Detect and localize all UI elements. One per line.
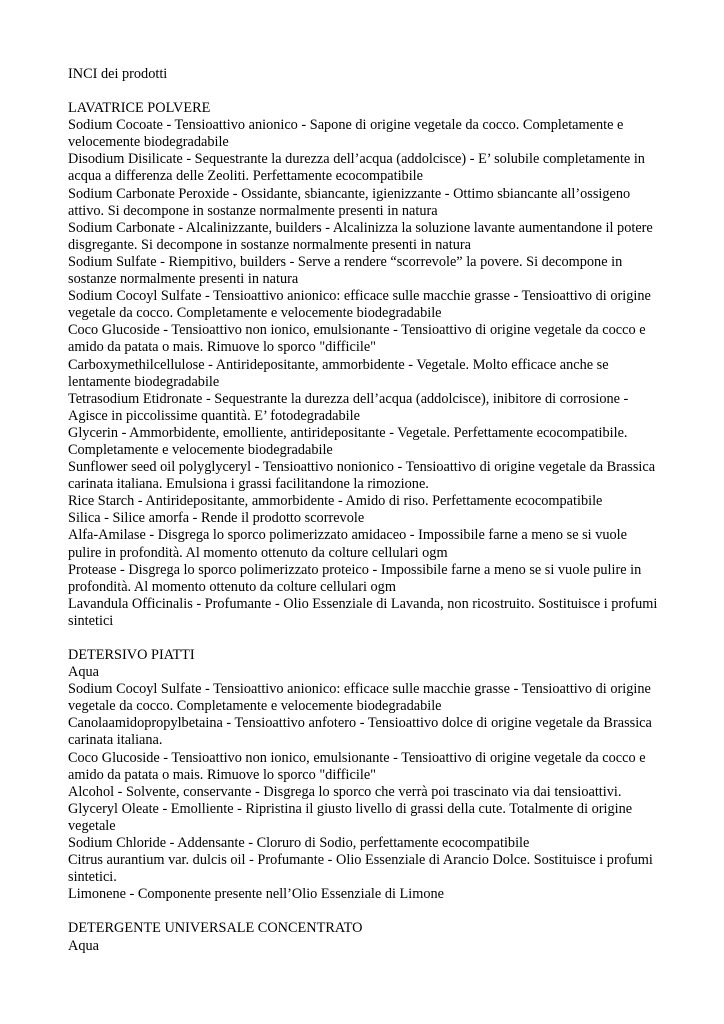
ingredient-entry: Aqua bbox=[68, 937, 99, 954]
ingredient-entry: Tetrasodium Etidronate - Sequestrante la durezza dell’acqua (addolcisce), inibitore di corrosione - Agisce in piccolissime quantità. E’ fotodegradabile bbox=[68, 390, 629, 424]
ingredient-entry: Canolaamidopropylbetaina - Tensioattivo anfotero - Tensioattivo dolce di origine vegetale da Brassica carinata italiana. bbox=[68, 715, 652, 749]
section-title: DETERSIVO PIATTI bbox=[68, 647, 195, 663]
ingredient-entry: Sodium Carbonate - Alcalinizzante, builders - Alcalinizza la soluzione lavante aumentandone il potere disgregante. Si decompone in sostanze normalmente presenti in natura bbox=[68, 219, 653, 253]
ingredient-entry: Sodium Cocoate - Tensioattivo anionico - Sapone di origine vegetale da cocco. Completamente e velocemente biodegradabile bbox=[68, 117, 624, 151]
ingredient-entry: Sodium Cocoyl Sulfate - Tensioattivo anionico: efficace sulle macchie grasse - Tensioattivo di origine vegetale da cocco. Completamente e velocemente biodegradabile bbox=[68, 681, 651, 715]
section-title: LAVATRICE POLVERE bbox=[68, 100, 211, 117]
document-title: INCI dei prodotti bbox=[68, 66, 168, 82]
section-title: DETERGENTE UNIVERSALE CONCENTRATO bbox=[68, 920, 363, 937]
ingredient-entry: Alcohol - Solvente, conservante - Disgrega lo sporco che verrà poi trascinato via dai tensioattivi. bbox=[68, 783, 622, 800]
ingredient-entry: Alfa-Amilase - Disgrega lo sporco polimerizzato amidaceo - Impossibile farne a meno se si vuole pulire in profondità. Al momento ottenuto da colture cellulari ogm bbox=[68, 527, 627, 561]
document-page bbox=[68, 66, 658, 955]
ingredient-entry: Glyceryl Oleate - Emolliente - Ripristina il giusto livello di grassi della cute. Totalmente di origine vegetale bbox=[68, 800, 633, 834]
ingredient-entry: Aqua bbox=[68, 664, 99, 681]
ingredient-entry: Sodium Cocoyl Sulfate - Tensioattivo anionico: efficace sulle macchie grasse - Tensioattivo di origine vegetale da cocco. Completamente e velocemente biodegradabile bbox=[68, 288, 651, 322]
ingredient-entry: Carboxymethilcellulose - Antiridepositante, ammorbidente - Vegetale. Molto efficace anche se lentamente biodegradabile bbox=[68, 356, 609, 390]
ingredient-entry: Sodium Chloride - Addensante - Cloruro di Sodio, perfettamente ecocompatibile bbox=[68, 835, 530, 852]
ingredient-entry: Disodium Disilicate - Sequestrante la durezza dell’acqua (addolcisce) - E’ solubile completamente in acqua a differenza delle Zeoliti. Perfettamente ecocompatibile bbox=[68, 151, 645, 185]
ingredient-entry: Coco Glucoside - Tensioattivo non ionico, emulsionante - Tensioattivo di origine vegetale da cocco e amido da patata o mais. Rimuove lo sporco "difficile" bbox=[68, 749, 646, 783]
section-detergente-universale bbox=[68, 920, 658, 954]
ingredient-entry: Sodium Sulfate - Riempitivo, builders - Serve a rendere “scorrevole” la povere. Si decompone in sostanze normalmente presenti in natura bbox=[68, 253, 623, 288]
ingredient-entry: Citrus aurantium var. dulcis oil - Profumante - Olio Essenziale di Arancio Dolce. Sostituisce i profumi sintetici. bbox=[68, 852, 653, 886]
ingredient-entry: Protease - Disgrega lo sporco polimerizzato proteico - Impossibile farne a meno se si vuole pulire in profondità. Al momento ottenuto da colture cellulari ogm bbox=[68, 561, 642, 595]
ingredient-entry: Lavandula Officinalis - Profumante - Olio Essenziale di Lavanda, non ricostruito. Sostituisce i profumi sintetici bbox=[68, 595, 658, 629]
ingredient-entry: Sunflower seed oil polyglyceryl - Tensioattivo nonionico - Tensioattivo di origine vegetale da Brassica carinata italiana. Emulsiona i grassi facilitandone la rimozione. bbox=[68, 459, 656, 493]
section-detersivo-piatti bbox=[68, 647, 658, 903]
ingredient-entry: Rice Starch - Antiridepositante, ammorbidente - Amido di riso. Perfettamente ecocompatibile bbox=[68, 493, 603, 510]
ingredient-entry: Glycerin - Ammorbidente, emolliente, antiridepositante - Vegetale. Perfettamente ecocompatibile. Completamente e velocemente biodegradabile bbox=[68, 424, 628, 458]
ingredient-entry: Silica - Silice amorfa - Rende il prodotto scorrevole bbox=[68, 510, 365, 527]
section-lavatrice-polvere bbox=[68, 100, 658, 630]
ingredient-entry: Coco Glucoside - Tensioattivo non ionico, emulsionante - Tensioattivo di origine vegetale da cocco e amido da patata o mais. Rimuove lo sporco "difficile" bbox=[68, 322, 646, 356]
ingredient-entry: Sodium Carbonate Peroxide - Ossidante, sbiancante, igienizzante - Ottimo sbiancante all’ossigeno attivo. Si decompone in sostanze normalmente presenti in natura bbox=[68, 185, 631, 219]
ingredient-entry: Limonene - Componente presente nell’Olio Essenziale di Limone bbox=[68, 886, 444, 903]
